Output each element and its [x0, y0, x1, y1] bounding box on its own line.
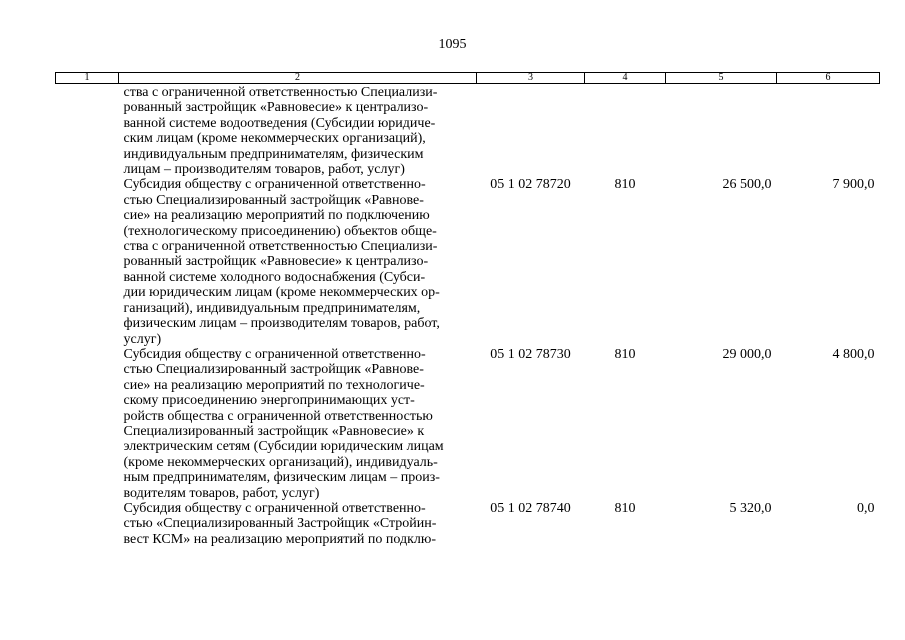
- description-line: Субсидия обществу с ограниченной ответственно-: [123, 500, 426, 516]
- row-number-cell: [56, 501, 119, 547]
- description-line: рованный застройщик «Равновесие» к централизо-: [123, 254, 429, 270]
- description-line: ства с ограниченной ответственностью Специализи-: [123, 239, 438, 255]
- expense-type-code: 810: [614, 346, 636, 362]
- description-line: дии юридическим лицам (кроме некоммерческих ор-: [123, 285, 440, 301]
- description-line: сие» на реализацию мероприятий по подключению: [123, 208, 430, 224]
- description-line: стью «Специализированный Застройщик «Стройин-: [123, 516, 437, 532]
- description-line: услуг): [123, 331, 162, 347]
- description-line: стью Специализированный застройщик «Равнове-: [123, 362, 424, 378]
- amount-column-5: [666, 84, 777, 178]
- page-number: 1095: [438, 37, 467, 52]
- row-description: [119, 84, 477, 178]
- table-row: [56, 501, 880, 547]
- description-line: ства с ограниченной ответственностью Специализи-: [123, 85, 438, 100]
- description-line: водителям товаров, работ, услуг): [123, 485, 320, 501]
- expense-type-code: [585, 84, 666, 178]
- expense-type-code: 810: [614, 177, 636, 193]
- description-line: вест КСМ» на реализацию мероприятий по подклю-: [123, 531, 437, 547]
- target-article-code: 05 1 02 78740: [490, 500, 571, 516]
- description-line: ным предпринимателям, физическим лицам – произ-: [123, 470, 440, 486]
- column-number-2: 2: [119, 73, 477, 84]
- description-line: ройств общества с ограниченной ответственностью: [123, 408, 433, 424]
- table-row: [56, 177, 880, 346]
- description-line: ванной системе холодного водоснабжения (Субси-: [123, 269, 426, 285]
- amount-column-5: 26 500,0: [722, 177, 772, 193]
- description-line: Субсидия обществу с ограниченной ответственно-: [123, 346, 426, 362]
- description-line: ганизаций), индивидуальным предпринимателям,: [123, 300, 421, 316]
- column-number-6: 6: [777, 73, 880, 84]
- target-article-code: 05 1 02 78730: [490, 346, 571, 362]
- row-number-cell: [56, 84, 119, 178]
- description-line: лицам – производителям товаров, работ, услуг): [123, 162, 405, 178]
- description-line: индивидуальным предпринимателям, физическим: [123, 146, 424, 162]
- row-number-cell: [56, 177, 119, 346]
- table-row: [56, 347, 880, 501]
- amount-column-6: 0,0: [857, 500, 875, 516]
- description-line: рованный застройщик «Равновесие» к централизо-: [123, 100, 429, 116]
- table-row: [56, 84, 880, 178]
- description-line: физическим лицам – производителям товаров, работ,: [123, 316, 440, 332]
- description-line: (технологическому присоединению) объектов обще-: [123, 223, 437, 239]
- row-description: [119, 347, 477, 501]
- amount-column-6: 7 900,0: [832, 177, 875, 193]
- description-line: стью Специализированный застройщик «Равнове-: [123, 192, 424, 208]
- row-number-cell: [56, 347, 119, 501]
- amount-column-6: [777, 84, 880, 178]
- target-article-code: [477, 84, 585, 178]
- column-number-3: 3: [477, 73, 585, 84]
- row-description: [119, 501, 477, 547]
- description-line: скому присоединению энергопринимающих уст-: [123, 393, 415, 409]
- description-line: сие» на реализацию мероприятий по технологиче-: [123, 377, 425, 393]
- description-line: ванной системе водоотведения (Субсидии юридиче-: [123, 115, 436, 131]
- target-article-code: 05 1 02 78720: [490, 177, 571, 193]
- table-body: [56, 84, 880, 548]
- amount-column-5: 29 000,0: [722, 346, 772, 362]
- description-line: электрическим сетям (Субсидии юридическим лицам: [123, 439, 444, 455]
- expense-type-code: 810: [614, 500, 636, 516]
- amount-column-6: 4 800,0: [832, 346, 875, 362]
- column-number-row: [56, 73, 880, 84]
- column-number-4: 4: [585, 73, 666, 84]
- amount-column-5: 5 320,0: [729, 500, 772, 516]
- description-line: ским лицам (кроме некоммерческих организаций),: [123, 131, 426, 147]
- description-line: Субсидия обществу с ограниченной ответственно-: [123, 177, 426, 193]
- column-number-5: 5: [666, 73, 777, 84]
- budget-table: [55, 72, 880, 547]
- description-line: (кроме некоммерческих организаций), индивидуаль-: [123, 454, 438, 470]
- column-number-1: 1: [56, 73, 119, 84]
- row-description: [119, 177, 477, 346]
- description-line: Специализированный застройщик «Равновесие» к: [123, 423, 425, 439]
